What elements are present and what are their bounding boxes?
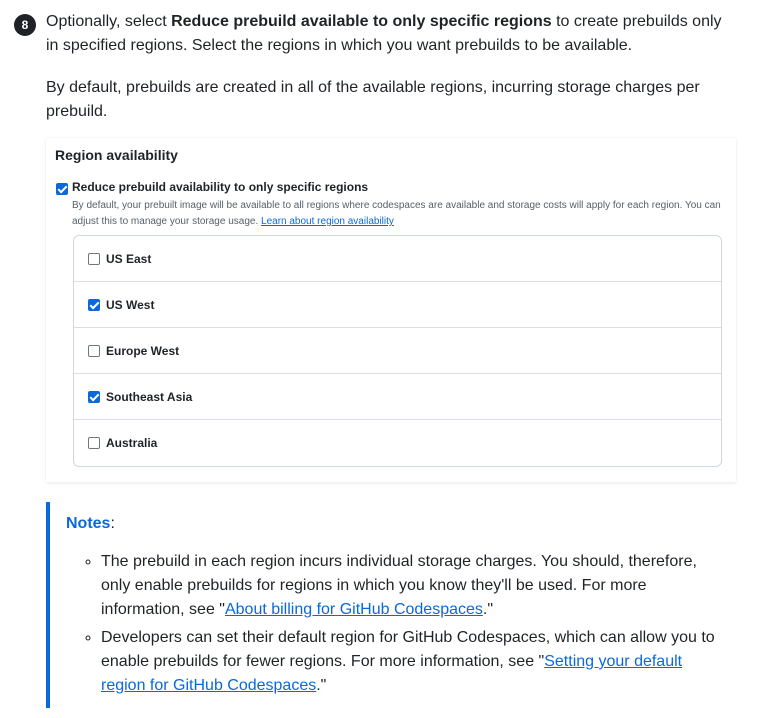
notes-title-label: Notes bbox=[66, 515, 111, 532]
note-after: ." bbox=[316, 677, 327, 694]
region-label: Europe West bbox=[106, 343, 180, 358]
step-8 bbox=[14, 10, 734, 58]
step-text-bold: Reduce prebuild available to only specific regions bbox=[171, 13, 552, 30]
default-region-link[interactable]: Setting your default region for GitHub Codespaces bbox=[101, 653, 683, 694]
step-text bbox=[46, 10, 734, 58]
note-item bbox=[101, 550, 726, 622]
region-availability-screenshot bbox=[46, 138, 736, 482]
region-label: US West bbox=[106, 297, 155, 312]
region-row[interactable] bbox=[74, 282, 721, 328]
region-checkbox[interactable] bbox=[88, 391, 100, 403]
region-row[interactable] bbox=[74, 420, 721, 466]
learn-region-availability-link[interactable]: Learn about region availability bbox=[261, 216, 394, 227]
region-label: Australia bbox=[106, 436, 158, 450]
region-checkbox[interactable] bbox=[88, 253, 100, 265]
notes-title-colon: : bbox=[110, 515, 115, 532]
region-checkbox[interactable] bbox=[88, 345, 100, 357]
notes-callout bbox=[46, 502, 736, 708]
region-label: US East bbox=[106, 251, 152, 266]
region-row[interactable] bbox=[74, 374, 721, 420]
note-item bbox=[101, 626, 726, 698]
region-row[interactable] bbox=[74, 328, 721, 374]
billing-codespaces-link[interactable]: About billing for GitHub Codespaces bbox=[224, 601, 483, 618]
reduce-prebuild-option[interactable] bbox=[56, 180, 726, 227]
step-number-badge: 8 bbox=[14, 14, 36, 36]
note-after: ." bbox=[482, 601, 494, 618]
step-text-prefix: Optionally, select bbox=[46, 13, 172, 30]
region-row[interactable] bbox=[74, 236, 721, 282]
note-text: Developers can set their default region for GitHub Codespaces, which can allow you to enable prebuilds for fewer regions. For more information, see " bbox=[101, 629, 715, 670]
step-text-suffix: to create prebuilds only in specified regions. Select the regions in which you want prebuilds to be available. bbox=[46, 13, 722, 54]
region-list bbox=[73, 235, 722, 467]
note-text: The prebuild in each region incurs individual storage charges. You should, therefore, only enable prebuilds for regions in which you know they'll be used. For more information, see " bbox=[101, 553, 697, 618]
notes-list bbox=[66, 550, 726, 702]
region-checkbox[interactable] bbox=[88, 437, 100, 449]
panel-title: Region availability bbox=[55, 147, 178, 163]
reduce-prebuild-description bbox=[72, 198, 722, 230]
reduce-prebuild-label: Reduce prebuild availability to only specific regions bbox=[72, 180, 369, 194]
reduce-description-text: By default, your prebuilt image will be available to all regions where codespaces are available and storage costs will apply for each region. You can adjust this to manage your storage usage. bbox=[72, 200, 721, 227]
region-checkbox[interactable] bbox=[88, 299, 100, 311]
region-label: Southeast Asia bbox=[106, 389, 193, 404]
notes-title bbox=[66, 512, 115, 536]
default-paragraph: By default, prebuilds are created in all of the available regions, incurring storage charges per prebuild. bbox=[46, 79, 700, 120]
reduce-prebuild-checkbox[interactable] bbox=[56, 183, 68, 195]
